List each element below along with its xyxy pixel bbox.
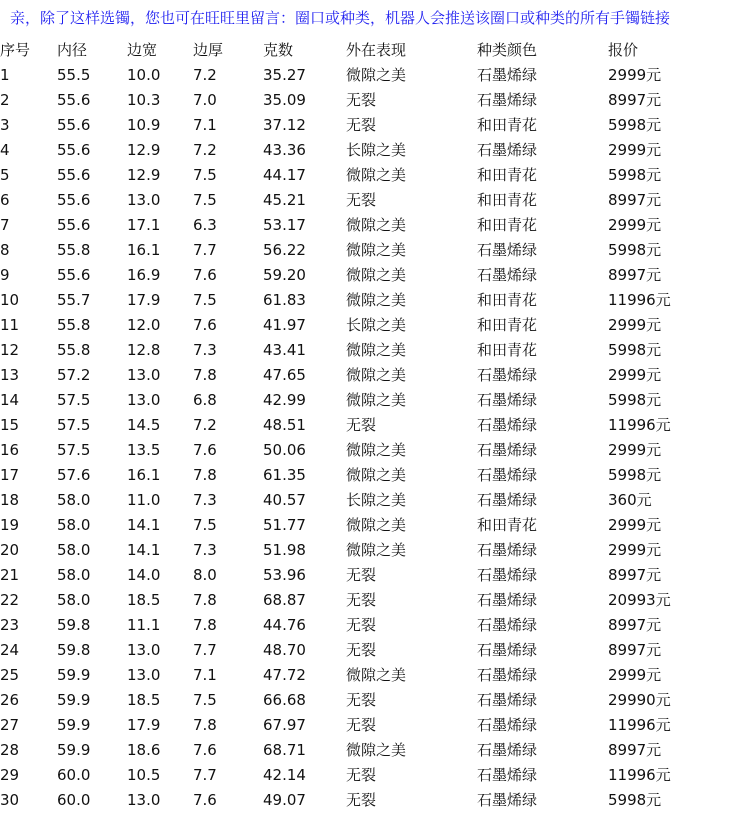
table-row [0,137,751,162]
cell-index: 18 [0,490,20,509]
cell-type-color: 石墨烯绿 [477,391,538,409]
cell-band-thickness: 7.7 [193,640,217,659]
cell-appearance: 无裂 [346,616,377,634]
cell-type-color: 石墨烯绿 [477,666,538,684]
cell-inner-diameter: 58.0 [57,590,91,609]
cell-index: 6 [0,190,10,209]
cell-price: 5998元 [608,166,662,184]
cell-band-thickness: 8.0 [193,565,217,584]
bangle-table [0,37,751,812]
cell-band-thickness: 7.3 [193,340,217,359]
cell-appearance: 无裂 [346,116,377,134]
header-type-color: 种类颜色 [477,41,538,59]
table-row [0,412,751,437]
cell-appearance: 无裂 [346,716,377,734]
cell-type-color: 石墨烯绿 [477,691,538,709]
cell-index: 16 [0,440,20,459]
cell-index: 8 [0,240,10,259]
cell-appearance: 无裂 [346,591,377,609]
cell-band-thickness: 7.7 [193,765,217,784]
cell-band-thickness: 7.6 [193,265,217,284]
cell-index: 2 [0,90,10,109]
cell-inner-diameter: 58.0 [57,515,91,534]
cell-index: 7 [0,215,10,234]
cell-appearance: 微隙之美 [346,166,407,184]
cell-type-color: 石墨烯绿 [477,616,538,634]
cell-appearance: 微隙之美 [346,516,407,534]
table-row [0,362,751,387]
cell-type-color: 石墨烯绿 [477,491,538,509]
cell-price: 2999元 [608,366,662,384]
cell-price: 2999元 [608,541,662,559]
cell-band-thickness: 7.1 [193,665,217,684]
cell-inner-diameter: 57.5 [57,390,91,409]
table-row [0,237,751,262]
cell-index: 26 [0,690,20,709]
table-row [0,262,751,287]
cell-index: 9 [0,265,10,284]
cell-band-width: 16.1 [127,465,161,484]
cell-band-width: 14.0 [127,565,161,584]
cell-type-color: 和田青花 [477,341,538,359]
cell-type-color: 石墨烯绿 [477,541,538,559]
cell-band-width: 17.9 [127,290,161,309]
cell-band-thickness: 7.6 [193,440,217,459]
cell-appearance: 微隙之美 [346,266,407,284]
cell-band-thickness: 7.2 [193,140,217,159]
cell-appearance: 微隙之美 [346,241,407,259]
cell-band-thickness: 7.2 [193,415,217,434]
header-weight: 克数 [263,41,294,59]
cell-band-width: 10.5 [127,765,161,784]
header-band-width: 边宽 [127,41,158,59]
cell-index: 23 [0,615,20,634]
cell-band-thickness: 7.0 [193,90,217,109]
cell-band-width: 10.0 [127,65,161,84]
cell-type-color: 和田青花 [477,116,538,134]
table-row [0,62,751,87]
cell-price: 11996元 [608,716,671,734]
cell-band-thickness: 7.8 [193,465,217,484]
cell-weight: 35.27 [263,65,306,84]
cell-band-thickness: 7.8 [193,715,217,734]
table-row [0,737,751,762]
cell-weight: 47.72 [263,665,306,684]
table-row [0,112,751,137]
cell-price: 5998元 [608,116,662,134]
cell-inner-diameter: 58.0 [57,565,91,584]
cell-appearance: 微隙之美 [346,741,407,759]
cell-index: 29 [0,765,20,784]
cell-appearance: 长隙之美 [346,141,407,159]
table-row [0,312,751,337]
table-row [0,787,751,812]
cell-appearance: 无裂 [346,641,377,659]
cell-inner-diameter: 59.8 [57,615,91,634]
cell-band-width: 13.0 [127,390,161,409]
cell-inner-diameter: 60.0 [57,790,91,809]
cell-appearance: 微隙之美 [346,216,407,234]
cell-index: 28 [0,740,20,759]
cell-price: 5998元 [608,466,662,484]
table-row [0,687,751,712]
header-index: 序号 [0,41,31,59]
cell-weight: 43.36 [263,140,306,159]
cell-inner-diameter: 55.6 [57,90,91,109]
cell-band-thickness: 7.3 [193,540,217,559]
cell-weight: 68.71 [263,740,306,759]
cell-weight: 53.17 [263,215,306,234]
cell-price: 8997元 [608,741,662,759]
cell-index: 30 [0,790,20,809]
cell-weight: 56.22 [263,240,306,259]
table-row [0,662,751,687]
cell-price: 2999元 [608,516,662,534]
cell-appearance: 微隙之美 [346,366,407,384]
cell-inner-diameter: 55.5 [57,65,91,84]
cell-band-thickness: 7.8 [193,590,217,609]
cell-price: 8997元 [608,191,662,209]
cell-price: 8997元 [608,616,662,634]
table-row [0,487,751,512]
cell-price: 2999元 [608,441,662,459]
cell-band-width: 18.5 [127,590,161,609]
table-row [0,587,751,612]
header-band-thickness: 边厚 [193,41,224,59]
cell-price: 5998元 [608,241,662,259]
cell-band-width: 16.1 [127,240,161,259]
cell-band-thickness: 7.3 [193,490,217,509]
cell-inner-diameter: 55.7 [57,290,91,309]
cell-index: 22 [0,590,20,609]
cell-type-color: 和田青花 [477,516,538,534]
cell-index: 15 [0,415,20,434]
cell-type-color: 石墨烯绿 [477,441,538,459]
table-row [0,187,751,212]
cell-inner-diameter: 59.9 [57,715,91,734]
cell-weight: 42.99 [263,390,306,409]
cell-appearance: 无裂 [346,566,377,584]
cell-type-color: 石墨烯绿 [477,716,538,734]
cell-band-width: 13.0 [127,640,161,659]
cell-index: 21 [0,565,20,584]
cell-appearance: 无裂 [346,191,377,209]
cell-weight: 40.57 [263,490,306,509]
cell-inner-diameter: 55.6 [57,165,91,184]
cell-weight: 51.77 [263,515,306,534]
cell-inner-diameter: 57.2 [57,365,91,384]
cell-weight: 35.09 [263,90,306,109]
cell-price: 8997元 [608,566,662,584]
cell-appearance: 长隙之美 [346,491,407,509]
table-row [0,612,751,637]
cell-weight: 45.21 [263,190,306,209]
cell-inner-diameter: 55.6 [57,140,91,159]
table-row [0,387,751,412]
cell-appearance: 微隙之美 [346,541,407,559]
cell-index: 14 [0,390,20,409]
cell-type-color: 石墨烯绿 [477,66,538,84]
cell-appearance: 无裂 [346,691,377,709]
cell-band-thickness: 7.5 [193,290,217,309]
cell-index: 27 [0,715,20,734]
cell-weight: 37.12 [263,115,306,134]
cell-band-thickness: 7.1 [193,115,217,134]
table-row [0,87,751,112]
cell-index: 10 [0,290,20,309]
cell-index: 17 [0,465,20,484]
table-row [0,212,751,237]
cell-band-thickness: 7.2 [193,65,217,84]
cell-band-thickness: 7.6 [193,740,217,759]
cell-weight: 47.65 [263,365,306,384]
cell-band-width: 13.0 [127,190,161,209]
cell-weight: 68.87 [263,590,306,609]
cell-weight: 42.14 [263,765,306,784]
cell-inner-diameter: 55.6 [57,190,91,209]
cell-weight: 49.07 [263,790,306,809]
table-row [0,712,751,737]
cell-band-width: 10.3 [127,90,161,109]
cell-inner-diameter: 60.0 [57,765,91,784]
cell-index: 1 [0,65,10,84]
cell-type-color: 石墨烯绿 [477,641,538,659]
header-appearance: 外在表现 [346,41,407,59]
cell-band-width: 17.9 [127,715,161,734]
cell-price: 2999元 [608,316,662,334]
cell-price: 29990元 [608,691,671,709]
cell-appearance: 无裂 [346,91,377,109]
cell-band-width: 11.1 [127,615,161,634]
cell-appearance: 微隙之美 [346,441,407,459]
table-row [0,337,751,362]
cell-band-thickness: 7.5 [193,165,217,184]
table-row [0,637,751,662]
cell-band-thickness: 7.5 [193,690,217,709]
cell-band-thickness: 7.5 [193,515,217,534]
cell-band-width: 14.1 [127,540,161,559]
cell-inner-diameter: 55.8 [57,340,91,359]
cell-band-width: 16.9 [127,265,161,284]
cell-type-color: 和田青花 [477,166,538,184]
cell-inner-diameter: 57.5 [57,415,91,434]
cell-band-width: 17.1 [127,215,161,234]
cell-index: 24 [0,640,20,659]
cell-type-color: 石墨烯绿 [477,791,538,809]
cell-band-thickness: 7.8 [193,615,217,634]
cell-band-thickness: 7.7 [193,240,217,259]
cell-band-width: 11.0 [127,490,161,509]
table-row [0,437,751,462]
cell-type-color: 石墨烯绿 [477,366,538,384]
cell-type-color: 石墨烯绿 [477,416,538,434]
table-row [0,537,751,562]
table-row [0,562,751,587]
cell-price: 8997元 [608,266,662,284]
cell-band-width: 13.5 [127,440,161,459]
cell-appearance: 无裂 [346,766,377,784]
cell-price: 20993元 [608,591,671,609]
header-inner-diameter: 内径 [57,41,88,59]
table-row [0,287,751,312]
cell-weight: 66.68 [263,690,306,709]
cell-index: 11 [0,315,20,334]
cell-band-thickness: 6.3 [193,215,217,234]
cell-type-color: 石墨烯绿 [477,741,538,759]
cell-weight: 59.20 [263,265,306,284]
cell-appearance: 微隙之美 [346,66,407,84]
cell-type-color: 和田青花 [477,216,538,234]
cell-inner-diameter: 59.9 [57,665,91,684]
table-row [0,512,751,537]
cell-index: 20 [0,540,20,559]
table-row [0,762,751,787]
table-row [0,462,751,487]
cell-appearance: 无裂 [346,791,377,809]
cell-price: 2999元 [608,666,662,684]
cell-inner-diameter: 55.8 [57,315,91,334]
cell-weight: 48.70 [263,640,306,659]
cell-price: 5998元 [608,391,662,409]
cell-price: 8997元 [608,91,662,109]
cell-appearance: 微隙之美 [346,391,407,409]
cell-type-color: 石墨烯绿 [477,566,538,584]
cell-band-thickness: 7.6 [193,790,217,809]
table-header-row [0,37,751,62]
header-price: 报价 [608,41,639,59]
cell-index: 25 [0,665,20,684]
cell-band-thickness: 6.8 [193,390,217,409]
cell-price: 360元 [608,491,652,509]
cell-price: 2999元 [608,141,662,159]
cell-type-color: 石墨烯绿 [477,91,538,109]
cell-type-color: 石墨烯绿 [477,266,538,284]
cell-band-width: 13.0 [127,665,161,684]
cell-inner-diameter: 57.6 [57,465,91,484]
cell-appearance: 微隙之美 [346,666,407,684]
cell-type-color: 石墨烯绿 [477,241,538,259]
cell-index: 19 [0,515,20,534]
cell-type-color: 和田青花 [477,291,538,309]
cell-price: 2999元 [608,66,662,84]
cell-inner-diameter: 59.9 [57,690,91,709]
cell-band-width: 14.5 [127,415,161,434]
cell-inner-diameter: 55.8 [57,240,91,259]
cell-inner-diameter: 59.8 [57,640,91,659]
cell-weight: 51.98 [263,540,306,559]
cell-inner-diameter: 59.9 [57,740,91,759]
cell-price: 11996元 [608,291,671,309]
cell-band-width: 12.9 [127,165,161,184]
table-body [0,62,751,812]
cell-band-width: 12.8 [127,340,161,359]
cell-band-width: 14.1 [127,515,161,534]
cell-appearance: 微隙之美 [346,341,407,359]
cell-band-width: 10.9 [127,115,161,134]
cell-weight: 41.97 [263,315,306,334]
cell-appearance: 长隙之美 [346,316,407,334]
cell-weight: 44.17 [263,165,306,184]
cell-inner-diameter: 55.6 [57,265,91,284]
cell-weight: 50.06 [263,440,306,459]
table-row [0,162,751,187]
cell-type-color: 石墨烯绿 [477,766,538,784]
cell-type-color: 石墨烯绿 [477,591,538,609]
cell-price: 5998元 [608,341,662,359]
cell-band-width: 13.0 [127,365,161,384]
cell-index: 3 [0,115,10,134]
cell-type-color: 石墨烯绿 [477,141,538,159]
cell-band-width: 18.5 [127,690,161,709]
cell-weight: 44.76 [263,615,306,634]
cell-price: 5998元 [608,791,662,809]
cell-appearance: 无裂 [346,416,377,434]
cell-weight: 61.35 [263,465,306,484]
cell-appearance: 微隙之美 [346,291,407,309]
cell-price: 11996元 [608,766,671,784]
cell-band-width: 18.6 [127,740,161,759]
cell-band-width: 13.0 [127,790,161,809]
cell-weight: 61.83 [263,290,306,309]
cell-inner-diameter: 58.0 [57,540,91,559]
cell-price: 11996元 [608,416,671,434]
cell-inner-diameter: 55.6 [57,115,91,134]
cell-price: 8997元 [608,641,662,659]
cell-weight: 67.97 [263,715,306,734]
cell-index: 13 [0,365,20,384]
cell-weight: 53.96 [263,565,306,584]
notice-message: 亲，除了这样选镯，您也可在旺旺里留言：圈口或种类，机器人会推送该圈口或种类的所有手镯链接 [10,9,671,27]
cell-type-color: 和田青花 [477,316,538,334]
cell-type-color: 和田青花 [477,191,538,209]
cell-band-thickness: 7.5 [193,190,217,209]
cell-weight: 48.51 [263,415,306,434]
cell-index: 4 [0,140,10,159]
cell-appearance: 微隙之美 [346,466,407,484]
cell-band-thickness: 7.8 [193,365,217,384]
cell-band-width: 12.0 [127,315,161,334]
cell-index: 5 [0,165,10,184]
cell-weight: 43.41 [263,340,306,359]
cell-band-width: 12.9 [127,140,161,159]
cell-band-thickness: 7.6 [193,315,217,334]
cell-inner-diameter: 57.5 [57,440,91,459]
cell-inner-diameter: 55.6 [57,215,91,234]
cell-index: 12 [0,340,20,359]
cell-price: 2999元 [608,216,662,234]
cell-type-color: 石墨烯绿 [477,466,538,484]
cell-inner-diameter: 58.0 [57,490,91,509]
